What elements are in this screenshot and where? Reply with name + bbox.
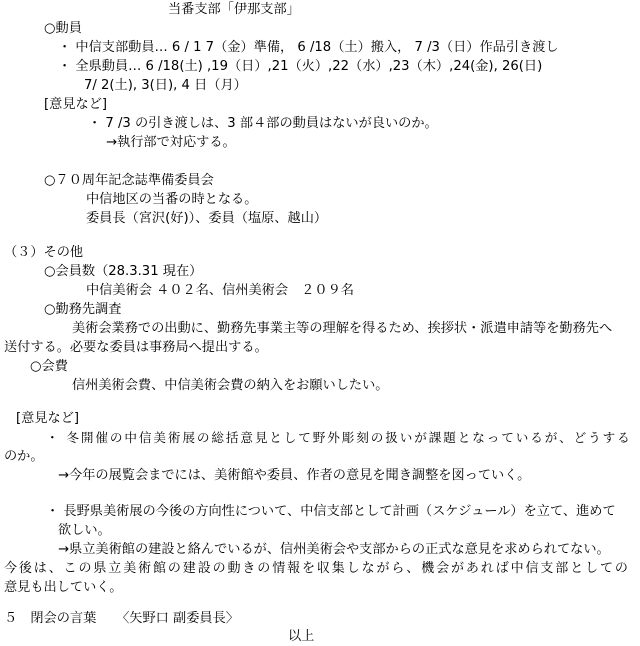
opinion-answer-1: →執行部で対応する。 <box>106 135 236 150</box>
bullet-prefecture-mobilization-cont: 7/ 2(土), 3(日), 4 日（月） <box>84 78 247 93</box>
member-count-detail: 中信美術会 ４０２名、信州美術会 ２０９名 <box>86 283 354 298</box>
opinion-item-1: ・ 7 /3 の引き渡しは、3 部４部の動員はないが良いのか。 <box>88 116 438 131</box>
workplace-survey-detail-2: 送付する。必要な委員は事務局へ提出する。 <box>4 340 268 355</box>
workplace-survey-detail-1: 美術会業務での出動に、勤務先事業主等の理解を得るため、挨拶状・派遣申請等を勤務先へ <box>72 321 613 336</box>
section-title: 当番支部「伊那支部」 <box>168 2 300 17</box>
opinions-label-2: [意見など] <box>16 411 80 426</box>
opinion-item-3: ・ 長野県美術展の今後の方向性について、中信支部として計画（スケジュール）を立て、進めて <box>46 504 616 519</box>
opinion-answer-3: →県立美術館の建設と絡んでいるが、信州美術会や支部からの正式な意見を求められてない。 <box>58 542 610 557</box>
opinion-answer-3-end: 意見も出していく。 <box>4 580 123 595</box>
opinion-answer-2: →今年の展覧会までには、美術館や委員、作者の意見を聞き調整を図っていく。 <box>58 468 531 483</box>
bullet-prefecture-mobilization: ・ 全県動員… 6 /18(土) ,19（日）,21（火）,22（水）,23（木）,24(金), 26(日) <box>58 59 543 74</box>
opinion-item-2: ・ 冬開催の中信美術展の総括意見として野外彫刻の扱いが課題となっているが、どうする <box>46 430 632 445</box>
committee-detail-2: 委員長（宮沢(好)）、委員（塩原、越山） <box>86 211 328 226</box>
heading-other: （３）その他 <box>4 245 84 260</box>
heading-mobilization: ○動員 <box>44 21 82 36</box>
committee-detail-1: 中信地区の当番の時となる。 <box>86 192 258 207</box>
heading-member-count: ○会員数（28.3.31 現在） <box>44 264 203 279</box>
opinion-item-3-cont: 欲しい。 <box>58 523 111 538</box>
heading-70th-committee: ○７０周年記念誌準備委員会 <box>44 173 214 188</box>
heading-fees: ○会費 <box>30 359 68 374</box>
fees-detail: 信州美術会費、中信美術会費の納入をお願いしたい。 <box>72 378 389 393</box>
opinion-answer-3-cont: 今後は、この県立美術館の建設の動きの情報を収集しながら、機会があれば中信支部としての <box>4 561 630 576</box>
opinion-item-2-cont: のか。 <box>4 449 44 464</box>
heading-closing-words: ５ 閉会の言葉 〈矢野口 副委員長〉 <box>4 611 239 626</box>
opinions-label-1: [意見など] <box>44 97 108 112</box>
closing-mark: 以上 <box>288 629 315 644</box>
heading-workplace-survey: ○勤務先調査 <box>44 302 122 317</box>
bullet-chushin-mobilization: ・ 中信支部動員… 6 / 1 7（金）準備， 6 /18（土）搬入， 7 /3（日）作品引き渡し <box>58 40 559 55</box>
